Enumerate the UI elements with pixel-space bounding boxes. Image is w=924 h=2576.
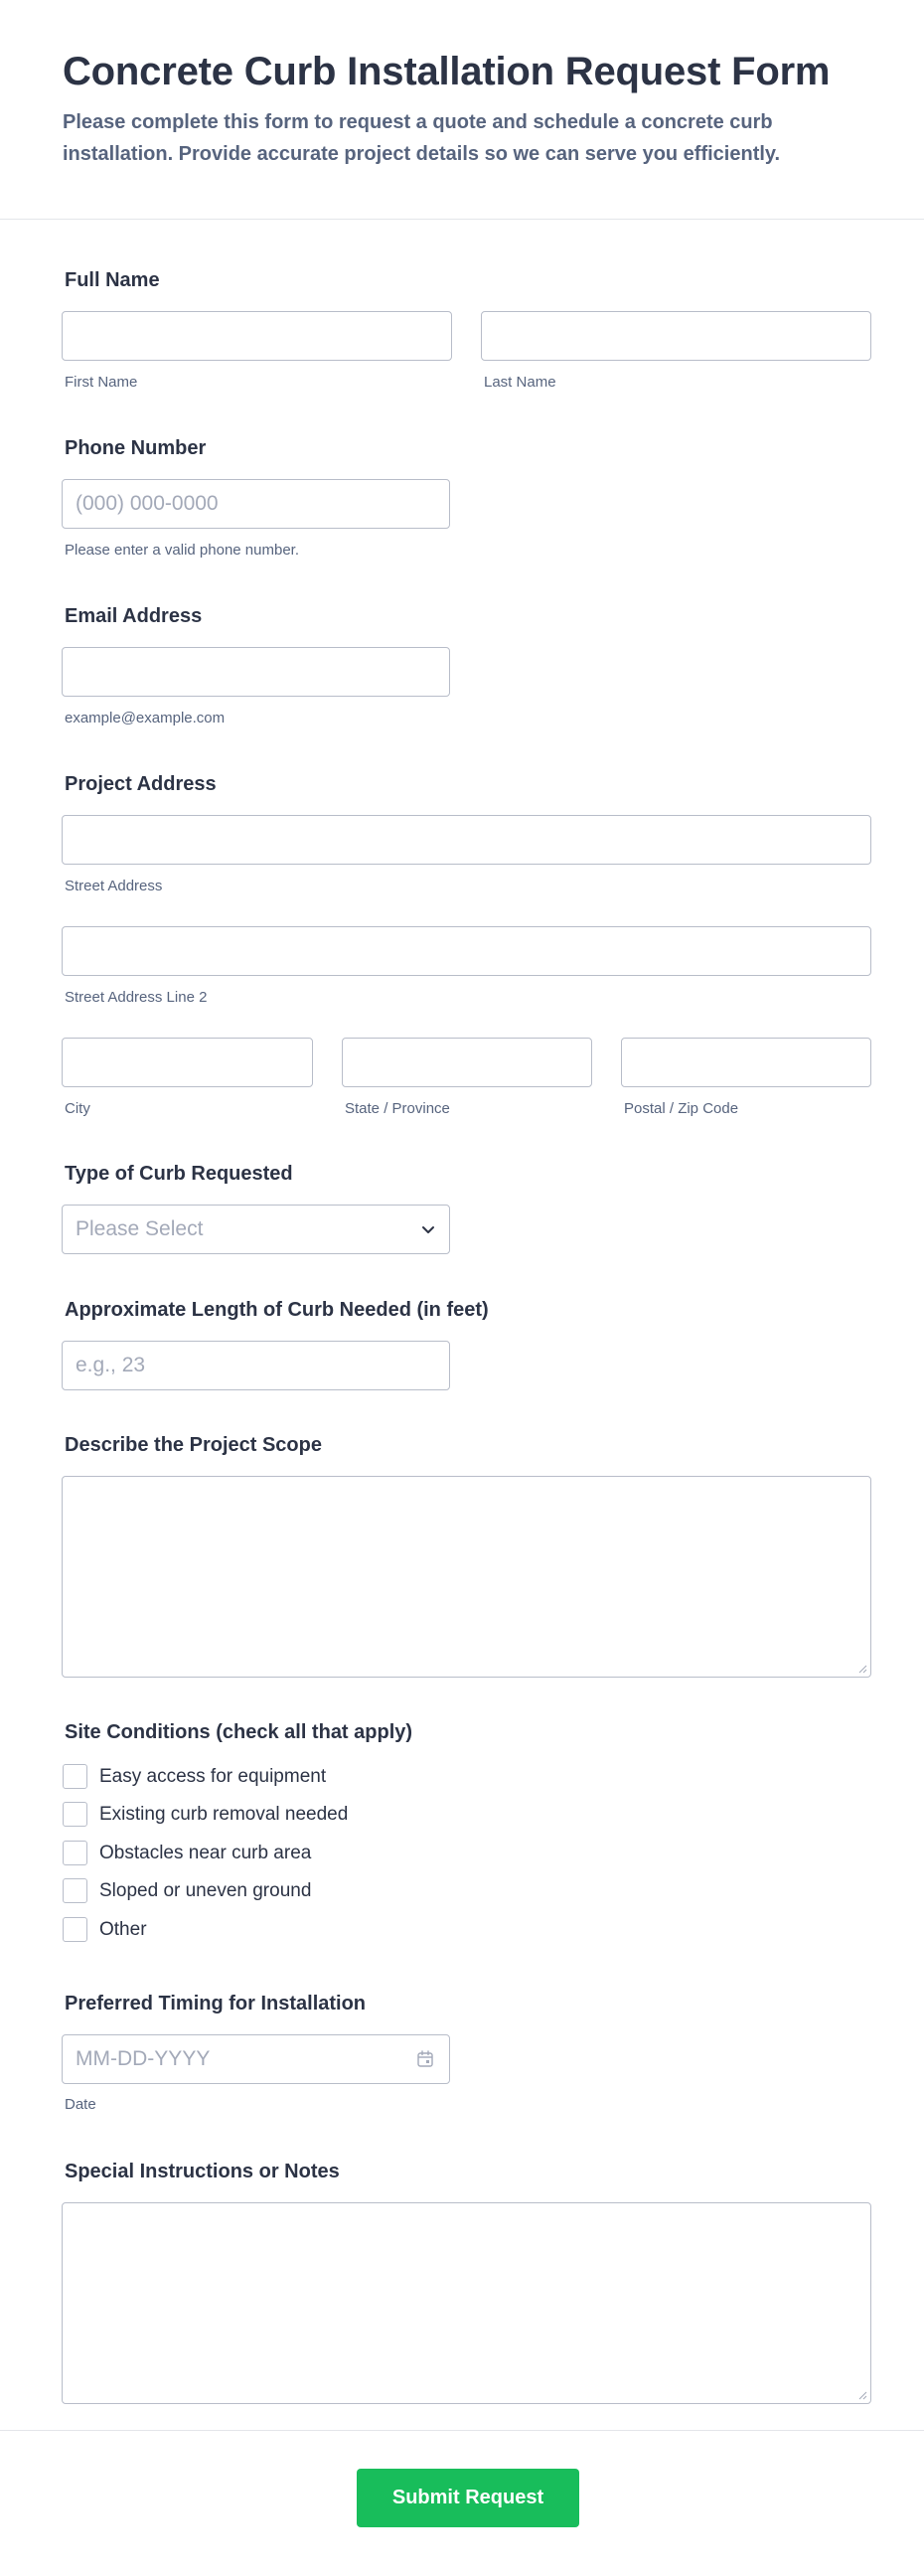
scope-textarea[interactable] [62, 1476, 871, 1678]
address-label: Project Address [65, 773, 217, 795]
scope-label: Describe the Project Scope [65, 1434, 322, 1456]
street-address-input[interactable] [62, 815, 871, 865]
form-header [0, 0, 924, 220]
city-sublabel: City [65, 1100, 90, 1117]
checkbox[interactable] [63, 1841, 87, 1865]
first-name-input[interactable] [62, 311, 452, 361]
date-input[interactable] [62, 2034, 450, 2084]
length-label: Approximate Length of Curb Needed (in feet) [65, 1299, 489, 1321]
site-condition-option-label: Existing curb removal needed [99, 1804, 349, 1825]
full-name-label: Full Name [65, 269, 160, 291]
timing-label: Preferred Timing for Installation [65, 1993, 367, 2014]
phone-label: Phone Number [65, 437, 207, 459]
checkbox[interactable] [63, 1917, 87, 1942]
state-sublabel: State / Province [345, 1100, 450, 1117]
site-condition-option-label: Sloped or uneven ground [99, 1880, 312, 1901]
site-conditions-label: Site Conditions (check all that apply) [65, 1721, 413, 1743]
zip-sublabel: Postal / Zip Code [624, 1100, 739, 1117]
notes-label: Special Instructions or Notes [65, 2161, 340, 2182]
city-input[interactable] [62, 1038, 313, 1087]
resize-handle-icon[interactable] [857, 2390, 867, 2400]
street-address-line2-sublabel: Street Address Line 2 [65, 989, 208, 1006]
site-condition-option-label: Obstacles near curb area [99, 1843, 312, 1863]
checkbox[interactable] [63, 1878, 87, 1903]
last-name-input[interactable] [481, 311, 871, 361]
checkbox[interactable] [63, 1802, 87, 1827]
length-input[interactable] [62, 1341, 450, 1390]
street-address-sublabel: Street Address [65, 878, 163, 894]
resize-handle-icon[interactable] [857, 1664, 867, 1674]
calendar-icon[interactable] [415, 2049, 435, 2069]
form-description: Please complete this form to request a quote and schedule a concrete curb installation. Provide accurate project details so we can serve you efficiently. [63, 111, 781, 165]
chevron-down-icon [419, 1220, 437, 1238]
curb-type-placeholder: Please Select [76, 1217, 204, 1240]
last-name-sublabel: Last Name [484, 374, 556, 391]
zip-input[interactable] [621, 1038, 871, 1087]
state-input[interactable] [342, 1038, 592, 1087]
date-placeholder: MM-DD-YYYY [76, 2047, 211, 2070]
first-name-sublabel: First Name [65, 374, 138, 391]
phone-placeholder: (000) 000-0000 [76, 492, 219, 515]
street-address-line2-input[interactable] [62, 926, 871, 976]
phone-input[interactable] [62, 479, 450, 529]
curb-type-label: Type of Curb Requested [65, 1163, 293, 1185]
date-sublabel: Date [65, 2096, 96, 2113]
site-condition-option-label: Other [99, 1919, 147, 1940]
phone-sublabel: Please enter a valid phone number. [65, 542, 299, 559]
footer-divider [0, 2430, 924, 2431]
email-sublabel: example@example.com [65, 710, 226, 726]
site-condition-option-label: Easy access for equipment [99, 1766, 327, 1787]
notes-textarea[interactable] [62, 2202, 871, 2404]
submit-button[interactable]: Submit Request [357, 2469, 579, 2527]
email-label: Email Address [65, 605, 203, 627]
length-placeholder: e.g., 23 [76, 1354, 146, 1376]
curb-type-select[interactable] [62, 1205, 450, 1254]
checkbox[interactable] [63, 1764, 87, 1789]
email-input[interactable] [62, 647, 450, 697]
form-title: Concrete Curb Installation Request Form [63, 50, 831, 93]
